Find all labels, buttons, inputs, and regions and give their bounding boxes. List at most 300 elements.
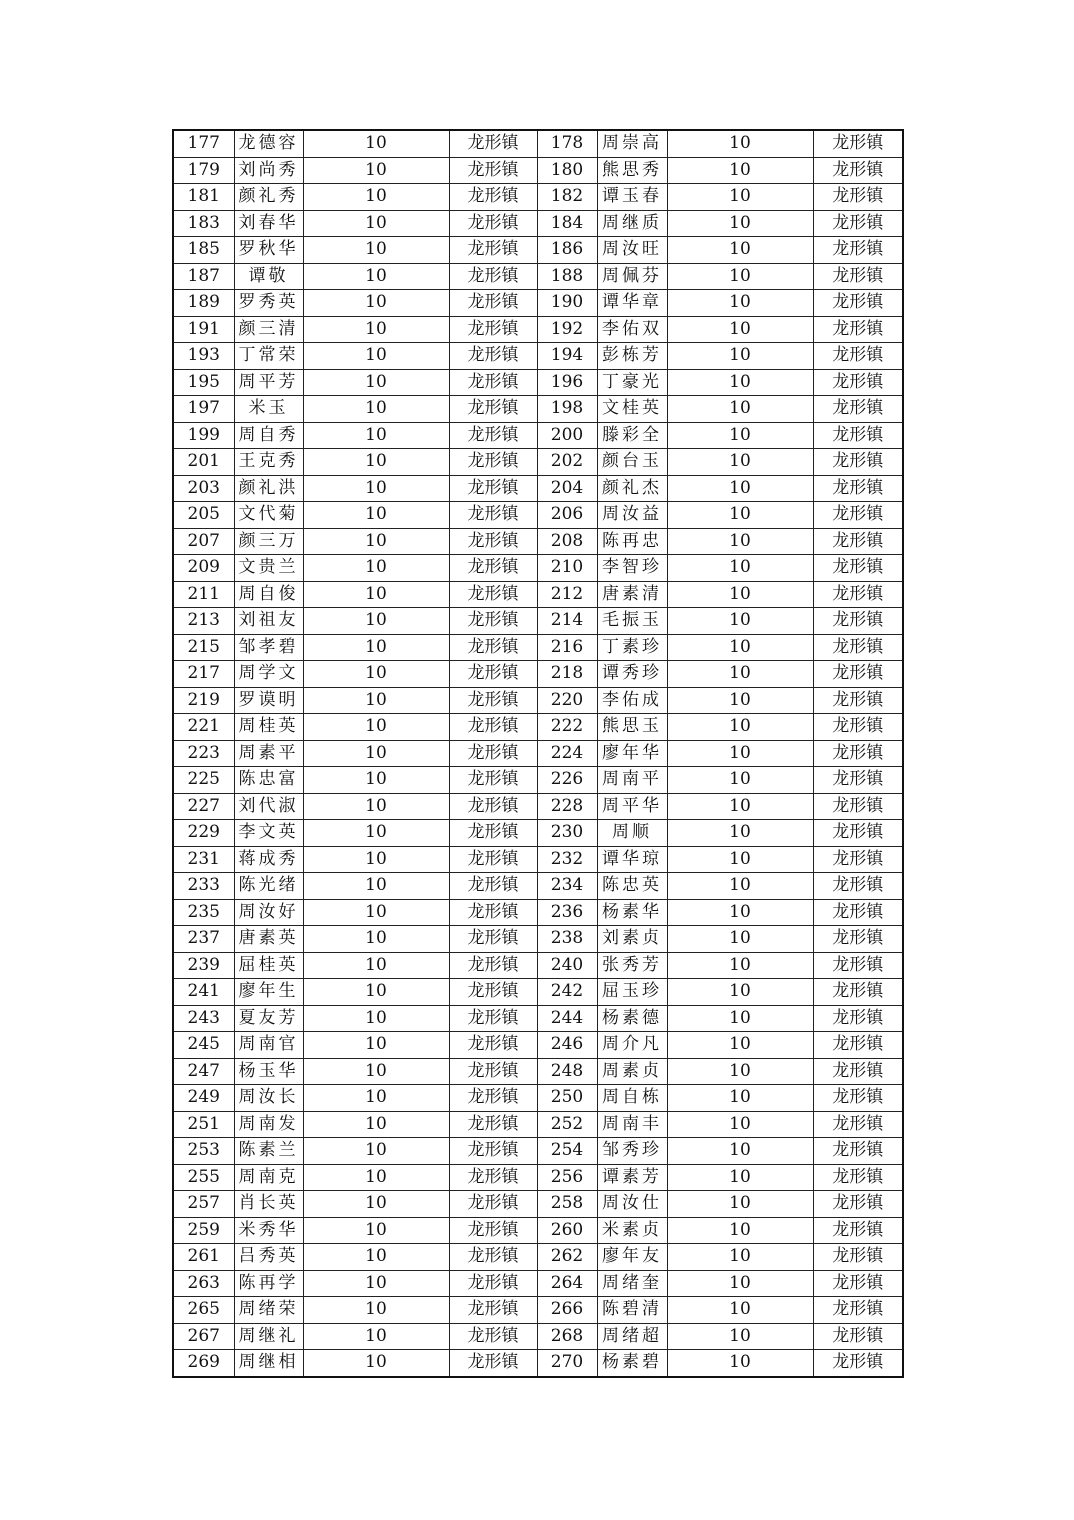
cell-amount: 10 (667, 422, 813, 449)
cell-amount: 10 (303, 1270, 449, 1297)
cell-amount: 10 (667, 952, 813, 979)
cell-town: 龙形镇 (813, 130, 903, 157)
table-row (173, 210, 903, 237)
cell-no: 199 (173, 422, 234, 449)
cell-name: 谭秀珍 (597, 661, 667, 688)
cell-no: 214 (537, 608, 597, 635)
cell-no: 218 (537, 661, 597, 688)
cell-amount: 10 (667, 1297, 813, 1324)
cell-no: 219 (173, 687, 234, 714)
cell-amount: 10 (303, 1085, 449, 1112)
cell-town: 龙形镇 (813, 608, 903, 635)
cell-town: 龙形镇 (449, 1058, 537, 1085)
cell-amount: 10 (303, 157, 449, 184)
table-row (173, 449, 903, 476)
cell-no: 179 (173, 157, 234, 184)
cell-no: 205 (173, 502, 234, 529)
cell-name: 颜礼秀 (234, 184, 303, 211)
cell-no: 195 (173, 369, 234, 396)
cell-name: 周汝仕 (597, 1191, 667, 1218)
cell-town: 龙形镇 (449, 979, 537, 1006)
cell-town: 龙形镇 (449, 502, 537, 529)
cell-town: 龙形镇 (813, 820, 903, 847)
cell-amount: 10 (667, 1323, 813, 1350)
cell-town: 龙形镇 (813, 396, 903, 423)
cell-amount: 10 (303, 793, 449, 820)
cell-no: 193 (173, 343, 234, 370)
cell-amount: 10 (667, 634, 813, 661)
cell-amount: 10 (303, 767, 449, 794)
cell-no: 236 (537, 899, 597, 926)
cell-name: 谭素芳 (597, 1164, 667, 1191)
cell-name: 李佑双 (597, 316, 667, 343)
cell-town: 龙形镇 (449, 369, 537, 396)
cell-amount: 10 (303, 1138, 449, 1165)
table-row (173, 1111, 903, 1138)
cell-name: 丁豪光 (597, 369, 667, 396)
cell-no: 192 (537, 316, 597, 343)
cell-no: 268 (537, 1323, 597, 1350)
cell-town: 龙形镇 (449, 210, 537, 237)
cell-amount: 10 (667, 396, 813, 423)
cell-no: 216 (537, 634, 597, 661)
cell-name: 刘素贞 (597, 926, 667, 953)
cell-no: 261 (173, 1244, 234, 1271)
cell-town: 龙形镇 (449, 926, 537, 953)
cell-no: 254 (537, 1138, 597, 1165)
cell-town: 龙形镇 (813, 528, 903, 555)
cell-amount: 10 (303, 210, 449, 237)
cell-name: 周平华 (597, 793, 667, 820)
cell-name: 颜礼杰 (597, 475, 667, 502)
table-row (173, 237, 903, 264)
cell-town: 龙形镇 (449, 767, 537, 794)
cell-town: 龙形镇 (813, 1085, 903, 1112)
cell-amount: 10 (303, 873, 449, 900)
cell-no: 266 (537, 1297, 597, 1324)
table-row (173, 687, 903, 714)
cell-amount: 10 (303, 555, 449, 582)
cell-name: 陈素兰 (234, 1138, 303, 1165)
cell-name: 谭敬 (234, 263, 303, 290)
table-row (173, 263, 903, 290)
cell-no: 189 (173, 290, 234, 317)
cell-amount: 10 (667, 1191, 813, 1218)
cell-no: 230 (537, 820, 597, 847)
cell-amount: 10 (303, 740, 449, 767)
cell-town: 龙形镇 (813, 1297, 903, 1324)
cell-town: 龙形镇 (813, 740, 903, 767)
cell-name: 周南发 (234, 1111, 303, 1138)
cell-name: 周南官 (234, 1032, 303, 1059)
cell-town: 龙形镇 (813, 1138, 903, 1165)
cell-name: 罗秀英 (234, 290, 303, 317)
cell-town: 龙形镇 (449, 263, 537, 290)
cell-amount: 10 (667, 873, 813, 900)
cell-no: 225 (173, 767, 234, 794)
table-row (173, 343, 903, 370)
cell-no: 184 (537, 210, 597, 237)
cell-town: 龙形镇 (449, 820, 537, 847)
table-row (173, 1164, 903, 1191)
cell-amount: 10 (667, 979, 813, 1006)
cell-amount: 10 (667, 926, 813, 953)
table-row (173, 899, 903, 926)
cell-town: 龙形镇 (449, 449, 537, 476)
cell-amount: 10 (303, 926, 449, 953)
cell-no: 226 (537, 767, 597, 794)
cell-amount: 10 (303, 396, 449, 423)
cell-town: 龙形镇 (449, 687, 537, 714)
cell-no: 201 (173, 449, 234, 476)
table-row (173, 1297, 903, 1324)
cell-no: 263 (173, 1270, 234, 1297)
cell-amount: 10 (303, 475, 449, 502)
cell-no: 264 (537, 1270, 597, 1297)
cell-town: 龙形镇 (813, 767, 903, 794)
cell-name: 周南克 (234, 1164, 303, 1191)
cell-town: 龙形镇 (813, 1005, 903, 1032)
cell-name: 陈忠英 (597, 873, 667, 900)
cell-town: 龙形镇 (813, 1111, 903, 1138)
cell-town: 龙形镇 (449, 1350, 537, 1377)
cell-no: 210 (537, 555, 597, 582)
cell-no: 250 (537, 1085, 597, 1112)
table-row (173, 767, 903, 794)
cell-town: 龙形镇 (813, 502, 903, 529)
cell-name: 廖年友 (597, 1244, 667, 1271)
cell-amount: 10 (303, 130, 449, 157)
cell-no: 265 (173, 1297, 234, 1324)
cell-town: 龙形镇 (449, 714, 537, 741)
cell-amount: 10 (667, 740, 813, 767)
cell-amount: 10 (667, 502, 813, 529)
cell-no: 188 (537, 263, 597, 290)
cell-name: 周汝长 (234, 1085, 303, 1112)
cell-no: 253 (173, 1138, 234, 1165)
cell-no: 234 (537, 873, 597, 900)
cell-no: 232 (537, 846, 597, 873)
cell-no: 247 (173, 1058, 234, 1085)
cell-amount: 10 (303, 714, 449, 741)
table-row (173, 555, 903, 582)
cell-town: 龙形镇 (449, 396, 537, 423)
cell-amount: 10 (667, 343, 813, 370)
cell-amount: 10 (303, 846, 449, 873)
cell-name: 周绪超 (597, 1323, 667, 1350)
cell-amount: 10 (303, 263, 449, 290)
cell-amount: 10 (667, 820, 813, 847)
cell-town: 龙形镇 (813, 1032, 903, 1059)
table-row (173, 952, 903, 979)
cell-name: 毛振玉 (597, 608, 667, 635)
cell-name: 邹秀珍 (597, 1138, 667, 1165)
cell-amount: 10 (303, 1350, 449, 1377)
table-row (173, 475, 903, 502)
cell-name: 周汝好 (234, 899, 303, 926)
cell-town: 龙形镇 (449, 899, 537, 926)
table-row (173, 369, 903, 396)
cell-name: 周继相 (234, 1350, 303, 1377)
cell-town: 龙形镇 (813, 1350, 903, 1377)
table-row (173, 608, 903, 635)
cell-no: 240 (537, 952, 597, 979)
cell-amount: 10 (667, 1085, 813, 1112)
cell-name: 米秀华 (234, 1217, 303, 1244)
cell-amount: 10 (667, 1111, 813, 1138)
cell-town: 龙形镇 (813, 475, 903, 502)
table-row (173, 396, 903, 423)
cell-name: 周自栋 (597, 1085, 667, 1112)
table-row (173, 184, 903, 211)
cell-amount: 10 (667, 1217, 813, 1244)
cell-name: 熊思秀 (597, 157, 667, 184)
cell-town: 龙形镇 (813, 1244, 903, 1271)
cell-amount: 10 (303, 820, 449, 847)
cell-amount: 10 (303, 184, 449, 211)
cell-no: 260 (537, 1217, 597, 1244)
cell-no: 177 (173, 130, 234, 157)
cell-name: 王克秀 (234, 449, 303, 476)
cell-town: 龙形镇 (813, 952, 903, 979)
cell-name: 周素平 (234, 740, 303, 767)
cell-name: 彭栋芳 (597, 343, 667, 370)
cell-no: 269 (173, 1350, 234, 1377)
cell-name: 刘祖友 (234, 608, 303, 635)
cell-no: 207 (173, 528, 234, 555)
cell-amount: 10 (303, 687, 449, 714)
cell-amount: 10 (667, 581, 813, 608)
cell-no: 237 (173, 926, 234, 953)
cell-town: 龙形镇 (449, 793, 537, 820)
cell-name: 肖长英 (234, 1191, 303, 1218)
cell-amount: 10 (303, 1191, 449, 1218)
cell-amount: 10 (667, 714, 813, 741)
cell-no: 259 (173, 1217, 234, 1244)
cell-town: 龙形镇 (813, 369, 903, 396)
cell-no: 183 (173, 210, 234, 237)
cell-amount: 10 (303, 581, 449, 608)
cell-no: 251 (173, 1111, 234, 1138)
cell-name: 屈玉珍 (597, 979, 667, 1006)
cell-amount: 10 (303, 952, 449, 979)
cell-town: 龙形镇 (449, 1164, 537, 1191)
cell-no: 243 (173, 1005, 234, 1032)
cell-name: 周南平 (597, 767, 667, 794)
cell-amount: 10 (667, 1058, 813, 1085)
cell-amount: 10 (303, 899, 449, 926)
cell-name: 熊思玉 (597, 714, 667, 741)
cell-town: 龙形镇 (813, 926, 903, 953)
cell-no: 239 (173, 952, 234, 979)
cell-amount: 10 (667, 184, 813, 211)
table-row (173, 873, 903, 900)
cell-amount: 10 (303, 422, 449, 449)
roster-body (173, 130, 903, 1377)
cell-town: 龙形镇 (449, 1217, 537, 1244)
cell-town: 龙形镇 (449, 237, 537, 264)
table-row (173, 1191, 903, 1218)
cell-no: 194 (537, 343, 597, 370)
cell-name: 周自俊 (234, 581, 303, 608)
table-row (173, 714, 903, 741)
cell-amount: 10 (303, 1217, 449, 1244)
cell-town: 龙形镇 (813, 1191, 903, 1218)
table-row (173, 740, 903, 767)
cell-amount: 10 (303, 502, 449, 529)
cell-amount: 10 (667, 528, 813, 555)
cell-amount: 10 (667, 1164, 813, 1191)
cell-name: 周继礼 (234, 1323, 303, 1350)
cell-town: 龙形镇 (813, 343, 903, 370)
cell-amount: 10 (303, 661, 449, 688)
cell-no: 212 (537, 581, 597, 608)
cell-amount: 10 (303, 608, 449, 635)
cell-name: 谭玉春 (597, 184, 667, 211)
table-row (173, 1058, 903, 1085)
cell-town: 龙形镇 (449, 634, 537, 661)
cell-amount: 10 (667, 263, 813, 290)
cell-no: 258 (537, 1191, 597, 1218)
cell-name: 廖年华 (597, 740, 667, 767)
cell-name: 颜三万 (234, 528, 303, 555)
cell-no: 257 (173, 1191, 234, 1218)
table-row (173, 1244, 903, 1271)
cell-town: 龙形镇 (449, 1244, 537, 1271)
table-row (173, 1032, 903, 1059)
cell-town: 龙形镇 (813, 237, 903, 264)
cell-no: 215 (173, 634, 234, 661)
cell-amount: 10 (303, 449, 449, 476)
cell-no: 217 (173, 661, 234, 688)
cell-no: 208 (537, 528, 597, 555)
cell-town: 龙形镇 (449, 740, 537, 767)
cell-no: 211 (173, 581, 234, 608)
cell-no: 228 (537, 793, 597, 820)
cell-name: 米素贞 (597, 1217, 667, 1244)
cell-amount: 10 (667, 846, 813, 873)
cell-name: 周汝益 (597, 502, 667, 529)
cell-name: 夏友芳 (234, 1005, 303, 1032)
cell-town: 龙形镇 (449, 422, 537, 449)
cell-no: 198 (537, 396, 597, 423)
cell-name: 周佩芬 (597, 263, 667, 290)
cell-no: 249 (173, 1085, 234, 1112)
cell-amount: 10 (667, 555, 813, 582)
cell-town: 龙形镇 (813, 1058, 903, 1085)
cell-town: 龙形镇 (449, 290, 537, 317)
table-row (173, 422, 903, 449)
cell-no: 241 (173, 979, 234, 1006)
cell-name: 周南丰 (597, 1111, 667, 1138)
cell-no: 222 (537, 714, 597, 741)
cell-name: 罗谟明 (234, 687, 303, 714)
cell-amount: 10 (303, 343, 449, 370)
cell-amount: 10 (667, 237, 813, 264)
table-row (173, 1323, 903, 1350)
cell-amount: 10 (303, 528, 449, 555)
cell-amount: 10 (667, 767, 813, 794)
cell-name: 杨玉华 (234, 1058, 303, 1085)
table-row (173, 502, 903, 529)
table-row (173, 1217, 903, 1244)
table-row (173, 979, 903, 1006)
cell-town: 龙形镇 (449, 873, 537, 900)
cell-no: 229 (173, 820, 234, 847)
cell-town: 龙形镇 (813, 290, 903, 317)
cell-amount: 10 (667, 449, 813, 476)
cell-name: 颜礼洪 (234, 475, 303, 502)
cell-town: 龙形镇 (449, 1032, 537, 1059)
cell-name: 文贵兰 (234, 555, 303, 582)
cell-town: 龙形镇 (449, 952, 537, 979)
cell-name: 文桂英 (597, 396, 667, 423)
cell-no: 262 (537, 1244, 597, 1271)
cell-no: 242 (537, 979, 597, 1006)
cell-name: 米玉 (234, 396, 303, 423)
cell-name: 丁素珍 (597, 634, 667, 661)
cell-name: 周素贞 (597, 1058, 667, 1085)
cell-no: 187 (173, 263, 234, 290)
cell-town: 龙形镇 (449, 846, 537, 873)
cell-amount: 10 (667, 793, 813, 820)
cell-town: 龙形镇 (449, 581, 537, 608)
table-row (173, 316, 903, 343)
cell-town: 龙形镇 (449, 316, 537, 343)
cell-name: 李文英 (234, 820, 303, 847)
cell-no: 246 (537, 1032, 597, 1059)
cell-town: 龙形镇 (813, 846, 903, 873)
cell-amount: 10 (667, 1244, 813, 1271)
cell-town: 龙形镇 (813, 422, 903, 449)
cell-no: 224 (537, 740, 597, 767)
cell-no: 233 (173, 873, 234, 900)
table-row (173, 793, 903, 820)
cell-no: 252 (537, 1111, 597, 1138)
cell-name: 陈光绪 (234, 873, 303, 900)
cell-name: 周介凡 (597, 1032, 667, 1059)
cell-amount: 10 (667, 1032, 813, 1059)
cell-name: 罗秋华 (234, 237, 303, 264)
cell-name: 周学文 (234, 661, 303, 688)
cell-no: 235 (173, 899, 234, 926)
cell-name: 颜台玉 (597, 449, 667, 476)
table-row (173, 1350, 903, 1377)
cell-town: 龙形镇 (449, 1323, 537, 1350)
cell-no: 209 (173, 555, 234, 582)
cell-no: 255 (173, 1164, 234, 1191)
cell-amount: 10 (667, 1005, 813, 1032)
cell-no: 231 (173, 846, 234, 873)
cell-name: 龙德容 (234, 130, 303, 157)
cell-name: 杨素碧 (597, 1350, 667, 1377)
cell-town: 龙形镇 (449, 475, 537, 502)
cell-name: 邹孝碧 (234, 634, 303, 661)
cell-no: 182 (537, 184, 597, 211)
cell-amount: 10 (303, 369, 449, 396)
cell-name: 周汝旺 (597, 237, 667, 264)
cell-no: 200 (537, 422, 597, 449)
cell-town: 龙形镇 (449, 184, 537, 211)
cell-no: 190 (537, 290, 597, 317)
cell-amount: 10 (303, 1058, 449, 1085)
cell-town: 龙形镇 (813, 661, 903, 688)
cell-name: 周继质 (597, 210, 667, 237)
table-row (173, 157, 903, 184)
cell-town: 龙形镇 (449, 1138, 537, 1165)
cell-town: 龙形镇 (449, 661, 537, 688)
cell-name: 滕彩全 (597, 422, 667, 449)
